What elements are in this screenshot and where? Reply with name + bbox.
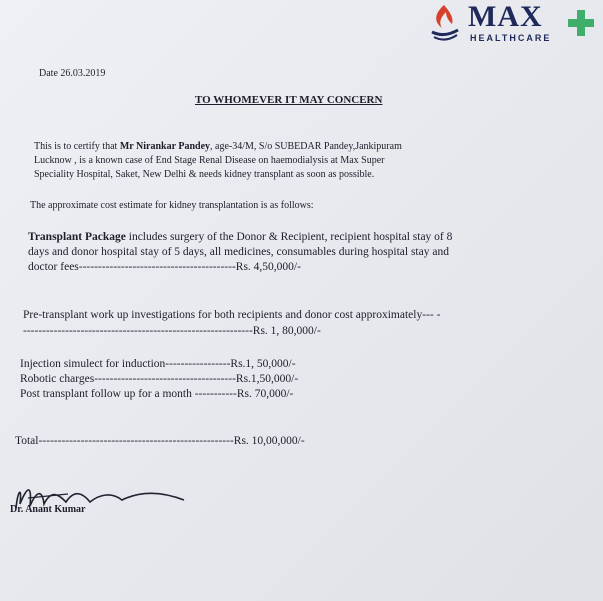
package-line1: Transplant Package includes surgery of the Donor & Recipient, recipient hospital stay of 8 [28,231,453,243]
package-label: Transplant Package [28,231,126,243]
flame-icon [430,2,460,42]
cost-item: Post transplant follow up for a month -----------Rs. 70,000/- [20,388,294,400]
pretransplant-line2: ------------------------------------------------------------Rs. 1, 80,000/- [23,325,321,337]
max-healthcare-logo [430,2,600,46]
plus-icon [566,8,596,38]
package-line3: doctor fees-----------------------------------------Rs. 4,50,000/- [28,261,301,273]
patient-name: Mr Nirankar Pandey [119,141,211,152]
pretransplant-line1: Pre-transplant work up investigations for both recipients and donor cost approximately--- - [23,309,441,321]
para1-line3: Speciality Hospital, Saket, New Delhi & needs kidney transplant as soon as possible. [34,169,375,180]
para2: The approximate cost estimate for kidney transplantation is as follows: [30,200,314,211]
para1-line2: Lucknow , is a known case of End Stage Renal Disease on haemodialysis at Max Super [34,155,385,166]
letter-title: TO WHOMEVER IT MAY CONCERN [195,94,383,106]
logo-subtitle: HEALTHCARE [470,33,552,43]
letter-date: Date 26.03.2019 [39,68,106,79]
para1-line1: This is to certify that Mr Nirankar Pandey, age-34/M, S/o SUBEDAR Pandey,Jankipuram [34,141,402,152]
signatory-name: Dr. Anant Kumar [10,504,86,515]
total-line: Total---------------------------------------------------Rs. 10,00,000/- [15,435,305,447]
cost-item: Robotic charges-------------------------------------Rs.1,50,000/- [20,373,299,385]
package-line2: days and donor hospital stay of 5 days, all medicines, consumables during hospital stay and [28,246,449,258]
logo-brand: MAX [468,0,543,33]
cost-item: Injection simulect for induction-----------------Rs.1, 50,000/- [20,358,296,370]
